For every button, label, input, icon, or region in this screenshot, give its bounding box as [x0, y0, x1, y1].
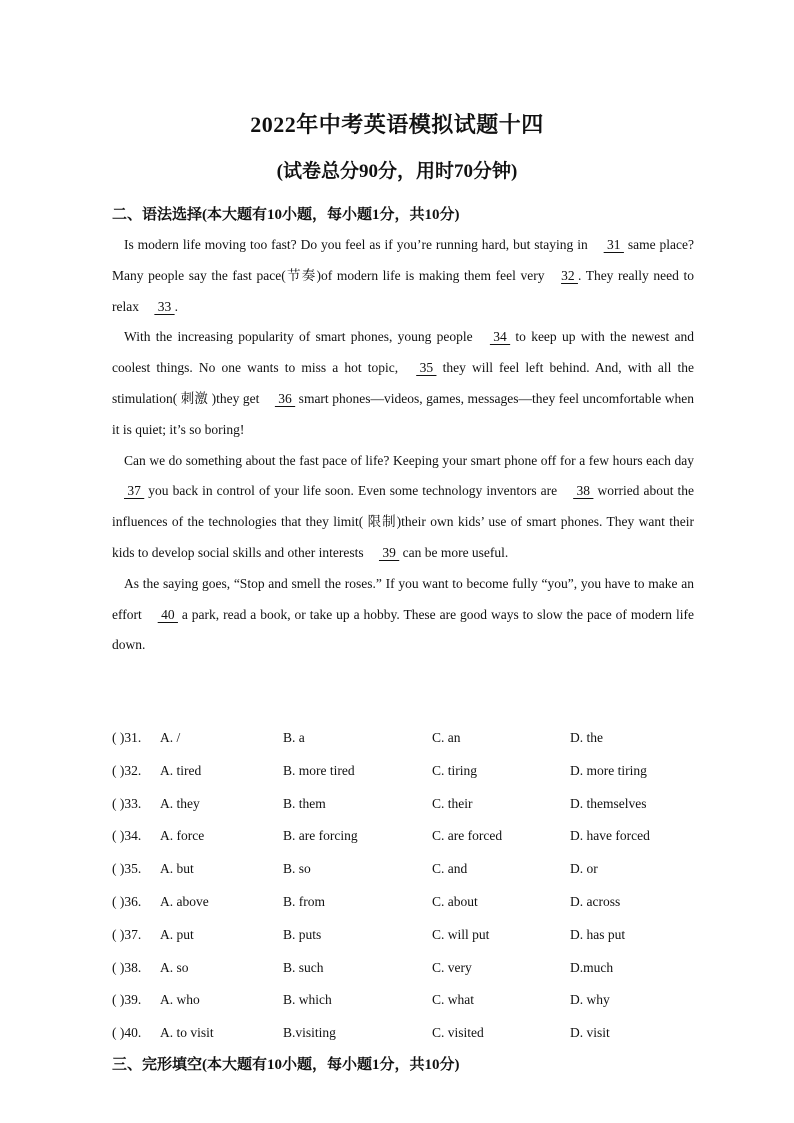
- question-row: [112, 793, 712, 826]
- option-d: D. have forced: [570, 828, 650, 844]
- question-number[interactable]: ( )35.: [112, 861, 142, 877]
- blank-31: 31: [603, 237, 624, 252]
- blank-33: 33: [154, 298, 175, 314]
- option-c: C. what: [432, 992, 474, 1008]
- passage-paragraph-3: Can we do something about the fast pace of life? Keeping your smart phone off for a few hours each day 37 you back in control of your life soon. Even some technology inventors are 38 worried about the influences of the technologies that they limit( 限制)their own kids’ use of smart phones. They want their kids to develop social skills and other interests 39 can be more useful.: [112, 446, 694, 569]
- option-a: A. but: [160, 861, 194, 877]
- option-a: A. put: [160, 926, 194, 942]
- option-b: B. more tired: [283, 762, 355, 778]
- option-c: C. very: [432, 959, 472, 975]
- question-row: [112, 924, 712, 957]
- option-b: B. such: [283, 959, 324, 975]
- option-d: D. or: [570, 861, 598, 877]
- question-row: [112, 957, 712, 990]
- passage-paragraph-2: With the increasing popularity of smart phones, young people 34 to keep up with the newest and coolest things. No one wants to miss a hot topic, 35 they will feel left behind. And, with all the stimulation( 刺激 )they get 36 smart phones—videos, games, messages—they feel uncomfortable when it is quiet; it’s so boring!: [112, 322, 694, 445]
- option-a: A. to visit: [160, 1025, 214, 1041]
- exam-subtitle: (试卷总分90分，用时70分钟): [276, 161, 518, 182]
- option-b: B. them: [283, 795, 326, 811]
- question-number[interactable]: ( )40.: [112, 1025, 142, 1041]
- passage: [112, 230, 694, 661]
- blank-36: 36: [274, 390, 296, 406]
- question-number[interactable]: ( )36.: [112, 893, 142, 909]
- option-d: D. themselves: [570, 795, 647, 811]
- option-b: B. puts: [283, 926, 322, 942]
- question-number[interactable]: ( )33.: [112, 795, 142, 811]
- option-b: B.visiting: [283, 1025, 336, 1041]
- exam-title: 2022年中考英语模拟试题十四: [250, 112, 544, 137]
- question-number[interactable]: ( )31.: [112, 730, 142, 745]
- option-b: B. are forcing: [283, 828, 358, 844]
- option-d: D. across: [570, 893, 621, 909]
- option-d: D. the: [570, 730, 603, 745]
- option-c: C. about: [432, 893, 478, 909]
- passage-paragraph-4: As the saying goes, “Stop and smell the roses.” If you want to become fully “you”, you have to make an effort 40 a park, read a book, or take up a hobby. These are good ways to slow the pace of modern life down.: [112, 575, 694, 653]
- question-row: [112, 825, 712, 858]
- option-b: B. so: [283, 861, 311, 877]
- option-a: A. /: [160, 730, 181, 745]
- blank-39: 39: [378, 544, 400, 560]
- question-number[interactable]: ( )34.: [112, 828, 142, 844]
- option-a: A. who: [160, 992, 200, 1008]
- question-row: [112, 1022, 712, 1055]
- question-number[interactable]: ( )39.: [112, 992, 142, 1008]
- blank-35: 35: [416, 360, 437, 376]
- option-d: D. visit: [570, 1025, 610, 1041]
- question-row: [112, 858, 712, 891]
- option-c: C. an: [432, 730, 461, 745]
- blank-40: 40: [157, 606, 178, 622]
- options-list: [112, 727, 712, 1055]
- option-c: C. visited: [432, 1025, 484, 1041]
- option-d: D. more tiring: [570, 762, 647, 778]
- option-d: D. why: [570, 992, 610, 1008]
- passage-paragraph-1: Is modern life moving too fast? Do you feel as if you’re running hard, but staying in 31 same place? Many people say the fast pace(节奏)of modern life is making them feel very 32 . They really need to relax 33 .: [112, 230, 694, 322]
- option-c: C. their: [432, 795, 473, 811]
- blank-37: 37: [124, 483, 145, 499]
- option-c: C. will put: [432, 926, 490, 942]
- option-c: C. tiring: [432, 762, 478, 778]
- option-b: B. from: [283, 893, 325, 909]
- option-a: A. tired: [160, 762, 202, 778]
- question-number[interactable]: ( )37.: [112, 926, 142, 942]
- section-3-heading: 三、完形填空(本大题有10小题，每小题1分，共10分): [112, 1057, 460, 1073]
- question-number[interactable]: ( )38.: [112, 959, 142, 975]
- option-c: C. are forced: [432, 828, 503, 844]
- option-d: D.much: [570, 959, 614, 975]
- question-row: [112, 989, 712, 1022]
- question-row: [112, 760, 712, 793]
- question-row: [112, 727, 712, 760]
- blank-32: 32: [561, 267, 578, 283]
- question-number[interactable]: ( )32.: [112, 762, 142, 778]
- option-b: B. which: [283, 992, 332, 1008]
- option-d: D. has put: [570, 926, 626, 942]
- option-c: C. and: [432, 861, 468, 877]
- option-a: A. so: [160, 959, 189, 975]
- question-row: [112, 891, 712, 924]
- section-2-heading: 二、语法选择(本大题有10小题，每小题1分，共10分): [112, 207, 460, 223]
- blank-34: 34: [489, 329, 511, 345]
- option-a: A. above: [160, 893, 209, 909]
- option-a: A. force: [160, 828, 205, 844]
- blank-38: 38: [573, 483, 594, 499]
- option-a: A. they: [160, 795, 200, 811]
- option-b: B. a: [283, 730, 305, 745]
